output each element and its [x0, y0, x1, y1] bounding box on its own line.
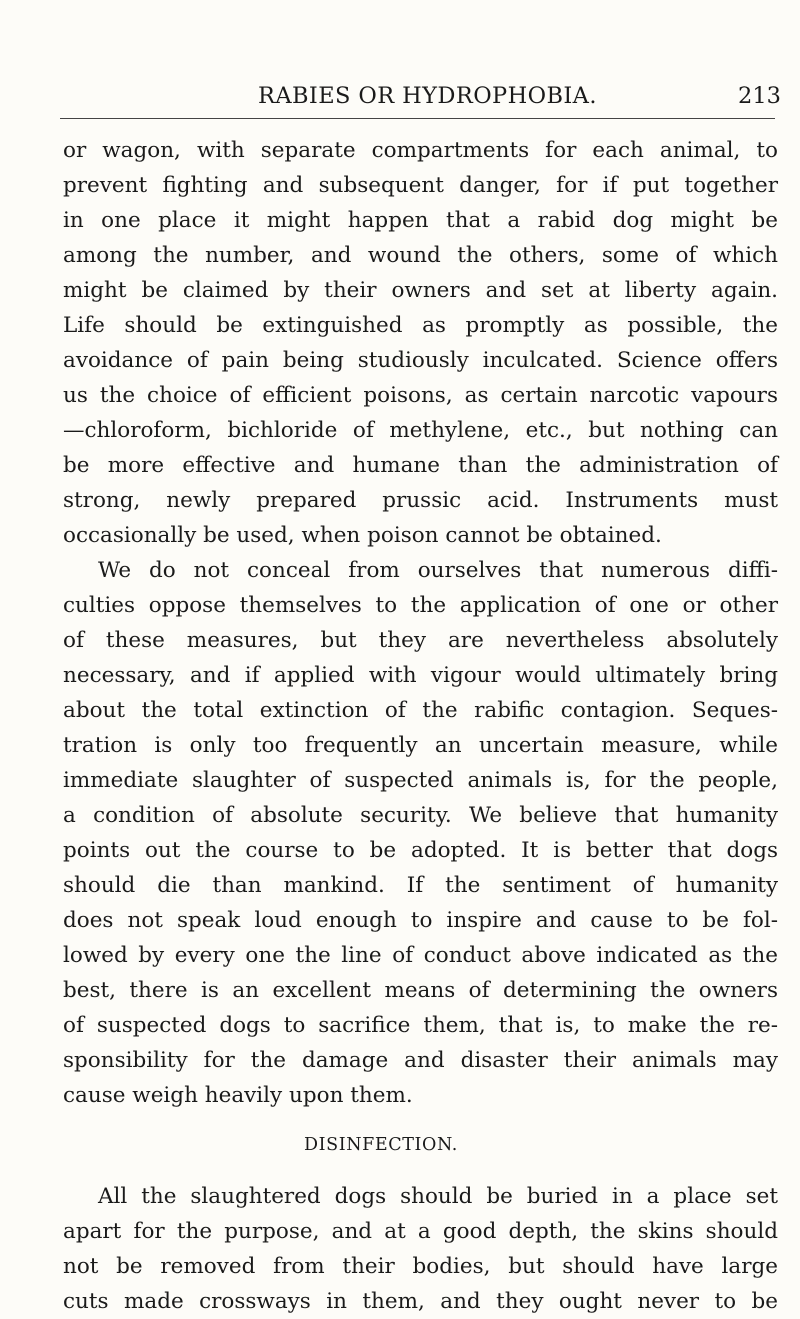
text-line: Life should be extinguished as promptly as possible, the	[63, 313, 778, 338]
running-title: RABIES OR HYDROPHOBIA.	[258, 83, 597, 109]
text-line: best, there is an excellent means of determining the owners	[63, 978, 778, 1003]
text-line: lowed by every one the line of conduct above indicated as the	[63, 943, 778, 968]
header-rule	[60, 118, 775, 119]
text-line: not be removed from their bodies, but should have large	[63, 1254, 778, 1279]
text-line: sponsibility for the damage and disaster their animals may	[63, 1048, 778, 1073]
text-line: a condition of absolute security. We believe that humanity	[63, 803, 778, 828]
text-line: apart for the purpose, and at a good depth, the skins should	[63, 1219, 778, 1244]
text-line: of suspected dogs to sacrifice them, that is, to make the re-	[63, 1013, 778, 1038]
body-text	[63, 133, 778, 1319]
paragraph-3	[63, 1179, 778, 1319]
text-line: or wagon, with separate compartments for each animal, to	[63, 138, 778, 163]
text-line: be more effective and humane than the administration of	[63, 453, 778, 478]
text-line: occasionally be used, when poison cannot be obtained.	[63, 523, 662, 548]
text-line: among the number, and wound the others, some of which	[63, 243, 778, 268]
text-line: necessary, and if applied with vigour would ultimately bring	[63, 663, 778, 688]
text-line: culties oppose themselves to the application of one or other	[63, 593, 778, 618]
text-line: about the total extinction of the rabific contagion. Seques-	[63, 698, 778, 723]
text-line: of these measures, but they are nevertheless absolutely	[63, 628, 778, 653]
text-line: does not speak loud enough to inspire and cause to be fol-	[63, 908, 778, 933]
text-line: We do not conceal from ourselves that numerous diffi-	[98, 558, 778, 583]
text-line: tration is only too frequently an uncertain measure, while	[63, 733, 778, 758]
text-line: —chloroform, bichloride of methylene, etc., but nothing can	[63, 418, 778, 443]
text-line: us the choice of efficient poisons, as certain narcotic vapours	[63, 383, 778, 408]
text-line: points out the course to be adopted. It is better that dogs	[63, 838, 778, 863]
text-line: prevent fighting and subsequent danger, for if put together	[63, 173, 778, 198]
text-line: All the slaughtered dogs should be buried in a place set	[98, 1184, 778, 1209]
paragraph-1	[63, 133, 778, 553]
text-line: strong, newly prepared prussic acid. Instruments must	[63, 488, 778, 513]
text-line: in one place it might happen that a rabid dog might be	[63, 208, 778, 233]
text-line: cause weigh heavily upon them.	[63, 1083, 413, 1108]
text-line: immediate slaughter of suspected animals is, for the people,	[63, 768, 778, 793]
text-line: should die than mankind. If the sentiment of humanity	[63, 873, 778, 898]
paragraph-2	[63, 553, 778, 1113]
page-number: 213	[738, 83, 781, 109]
text-line: avoidance of pain being studiously inculcated. Science offers	[63, 348, 778, 373]
text-line: might be claimed by their owners and set at liberty again.	[63, 278, 778, 303]
text-line: cuts made crossways in them, and they ought never to be	[63, 1289, 778, 1314]
running-head	[0, 83, 800, 113]
section-heading: DISINFECTION.	[304, 1135, 458, 1155]
